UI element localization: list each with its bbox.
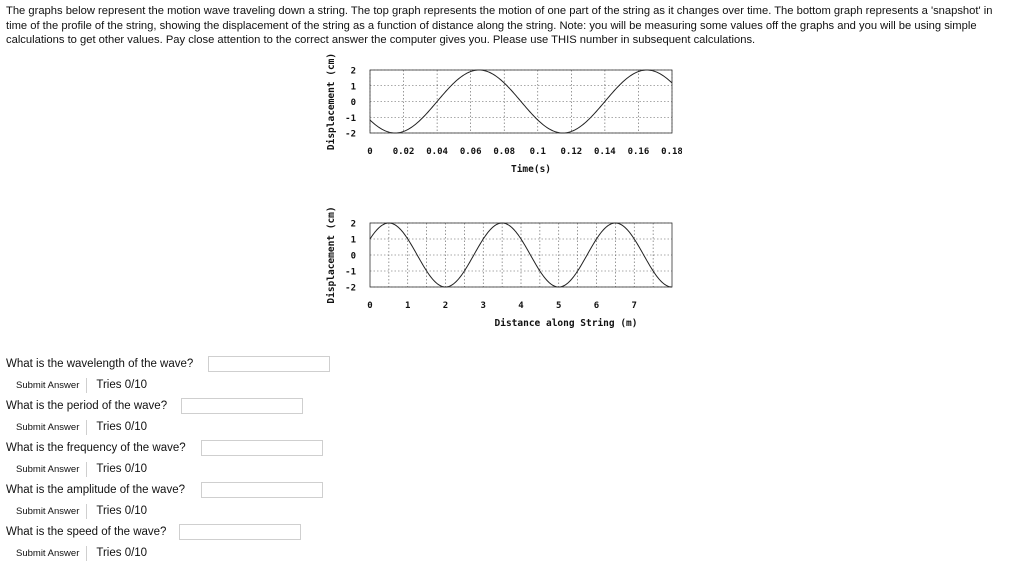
x-tick-label: 4	[518, 301, 524, 311]
question-period	[6, 397, 167, 415]
distance-displacement-chart	[322, 205, 682, 338]
y-tick-label: 0	[350, 98, 356, 108]
y-tick-label: -1	[345, 267, 356, 278]
tries-counter: Tries 0/10	[96, 421, 148, 433]
submit-row-period	[9, 418, 147, 436]
submit-answer-button[interactable]: Submit Answer	[9, 504, 87, 519]
question-label: What is the period of the wave?	[6, 400, 168, 412]
x-tick-label: 0.12	[560, 147, 583, 157]
y-axis-label: Displacement (cm)	[326, 206, 337, 304]
question-amplitude	[6, 481, 185, 499]
question-label: What is the wavelength of the wave?	[6, 358, 194, 370]
tries-counter: Tries 0/10	[96, 547, 148, 559]
x-tick-label: 3	[480, 301, 486, 311]
x-tick-label: 0.06	[459, 147, 482, 157]
submit-answer-button[interactable]: Submit Answer	[9, 420, 87, 435]
x-tick-label: 0	[367, 301, 373, 311]
y-tick-label: -1	[345, 113, 356, 124]
x-tick-label: 0.14	[594, 147, 616, 157]
x-tick-label: 0.18	[661, 147, 682, 157]
time-displacement-chart	[322, 52, 682, 182]
question-label: What is the frequency of the wave?	[6, 442, 186, 454]
distance-chart-svg	[322, 205, 682, 333]
x-tick-label: 0.16	[627, 147, 650, 157]
tries-counter: Tries 0/10	[96, 463, 148, 475]
submit-row-amplitude	[9, 502, 147, 520]
x-axis-label: Time(s)	[510, 164, 552, 175]
amplitude-answer-input[interactable]	[201, 482, 323, 498]
tries-counter: Tries 0/10	[96, 379, 148, 391]
x-tick-label: 0.02	[392, 147, 415, 157]
tries-counter: Tries 0/10	[96, 505, 148, 517]
submit-row-wavelength	[9, 376, 147, 394]
question-speed	[6, 523, 166, 541]
submit-answer-button[interactable]: Submit Answer	[9, 462, 87, 477]
question-wavelength	[6, 355, 193, 373]
submit-row-speed	[9, 544, 147, 562]
y-tick-label: 0	[350, 251, 356, 262]
x-axis-label: Distance along String (m)	[494, 318, 638, 329]
time-chart-svg	[322, 52, 682, 177]
x-tick-label: 5	[556, 301, 562, 311]
x-tick-label: 0.1	[529, 147, 546, 157]
submit-row-frequency	[9, 460, 147, 478]
speed-answer-input[interactable]	[179, 524, 301, 540]
y-tick-label: -2	[345, 283, 356, 294]
x-tick-label: 0	[367, 147, 373, 157]
x-tick-label: 6	[593, 301, 600, 311]
question-label: What is the speed of the wave?	[6, 526, 167, 538]
period-answer-input[interactable]	[181, 398, 303, 414]
wavelength-answer-input[interactable]	[208, 356, 330, 372]
question-frequency	[6, 439, 186, 457]
submit-answer-button[interactable]: Submit Answer	[9, 378, 87, 393]
question-label: What is the amplitude of the wave?	[6, 484, 185, 496]
x-tick-label: 1	[405, 301, 411, 311]
instructions-text: The graphs below represent the motion wave traveling down a string. The top graph represents the motion of one part of the string as it changes over time. The bottom graph represents a 'snapshot' in time of the profile of the string, showing the displacement of the string as a function of distance along the string. Note: you will be measuring some values off the graphs and you will be using simple calculations to get other values. Pay close attention to the correct answer the computer gives you. Please use THIS number in subsequent calculations.	[6, 5, 993, 46]
x-tick-label: 7	[631, 301, 637, 311]
x-tick-label: 0.04	[426, 147, 448, 157]
y-tick-label: 1	[350, 235, 356, 246]
x-tick-label: 0.08	[493, 147, 516, 157]
x-tick-label: 2	[442, 301, 449, 311]
y-tick-label: 1	[350, 82, 356, 93]
frequency-answer-input[interactable]	[201, 440, 323, 456]
y-tick-label: 2	[350, 219, 356, 230]
y-tick-label: 2	[350, 66, 356, 77]
submit-answer-button[interactable]: Submit Answer	[9, 546, 87, 561]
y-axis-label: Displacement (cm)	[326, 52, 337, 151]
y-tick-label: -2	[345, 129, 356, 140]
